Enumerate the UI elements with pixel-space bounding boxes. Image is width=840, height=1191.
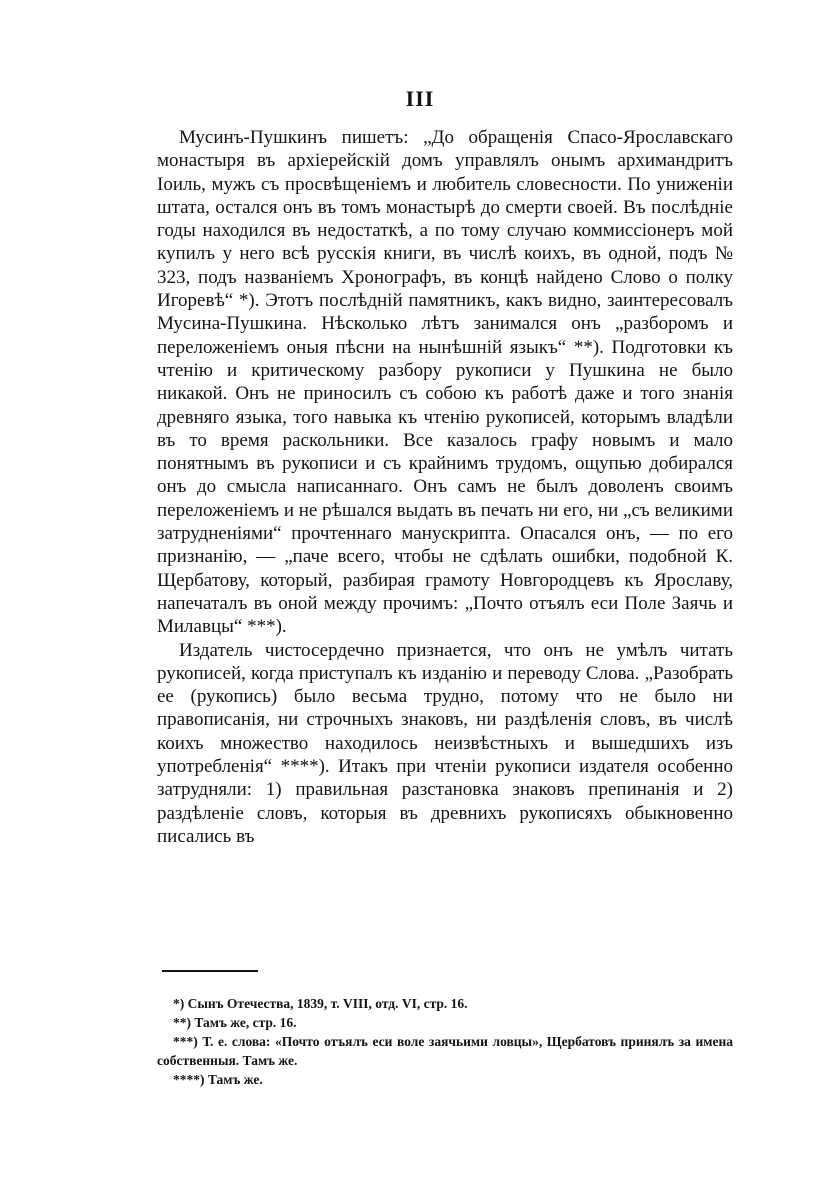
footnote-divider	[162, 970, 258, 972]
footnote-4: ****) Тамъ же.	[173, 1072, 263, 1087]
paragraph-1: Мусинъ-Пушкинъ пишетъ: „До обращенія Спасо-Ярославскаго монастыря въ архіерейскій домъ управлялъ онымъ архимандритъ Іоиль, мужъ съ просвѣщеніемъ и любитель словесности. По униженіи штата, остался онъ въ томъ монастырѣ до смерти своей. Въ послѣдніе годы находился въ недостаткѣ, а по тому случаю коммиссіонеръ мой купилъ у него всѣ русскія книги, въ числѣ коихъ, въ одной, подъ № 323, подъ названіемъ Хронографъ, въ концѣ найдено Слово о полку Игоревѣ“ *). Этотъ послѣдній памятникъ, какъ видно, заинтересовалъ Мусина-Пушкина. Нѣсколько лѣтъ занимался онъ „разборомъ и переложеніемъ оныя пѣсни на нынѣшній языкъ“ **). Подготовки къ чтенію и критическому разбору рукописи у Пушкина не было никакой. Онъ не приносилъ съ собою къ работѣ даже и того знанія древняго языка, того навыка къ чтенію рукописей, которымъ владѣли въ то время раскольники. Все казалось графу новымъ и мало понятнымъ въ рукописи и съ крайнимъ трудомъ, ощупью добирался онъ до смысла написаннаго. Онъ самъ не былъ доволенъ своимъ переложеніемъ и не рѣшался выдать въ печать ни его, ни „съ великими затрудненіями“ прочтеннаго манускрипта. Опасался онъ, — по его признанію, — „паче всего, чтобы не сдѣлать ошибки, подобной К. Щербатову, который, разбирая грамоту Новгородцевъ къ Ярославу, напечаталъ въ оной между прочимъ: „Почто отъялъ еси Поле Заячь и Милавцы“ ***).	[157, 127, 733, 638]
main-text	[157, 126, 733, 848]
footnote-1: *) Сынъ Отечества, 1839, т. VIII, отд. VI, стр. 16.	[173, 996, 468, 1011]
footnote-3: ***) Т. е. слова: «Почто отъялъ еси воле заячьими ловцы», Щербатовъ принялъ за имена собственныя. Тамъ же.	[157, 1034, 733, 1068]
footnotes	[157, 994, 733, 1089]
footnote-2: **) Тамъ же, стр. 16.	[173, 1015, 297, 1030]
paragraph-2: Издатель чистосердечно признается, что онъ не умѣлъ читать рукописей, когда приступалъ къ изданію и переводу Слова. „Разобрать ее (рукопись) было весьма трудно, потому что не было ни правописанія, ни строчныхъ знаковъ, ни раздѣленія словъ, въ числѣ коихъ множество находилось неизвѣстныхъ и вышедшихъ изъ употребленія“ ****). Итакъ при чтеніи рукописи издателя особенно затрудняли: 1) правильная разстановка знаковъ препинанія и 2) раздѣленіе словъ, которыя въ древнихъ рукописяхъ обыкновенно писались въ	[157, 639, 733, 847]
page-number: III	[405, 86, 435, 111]
